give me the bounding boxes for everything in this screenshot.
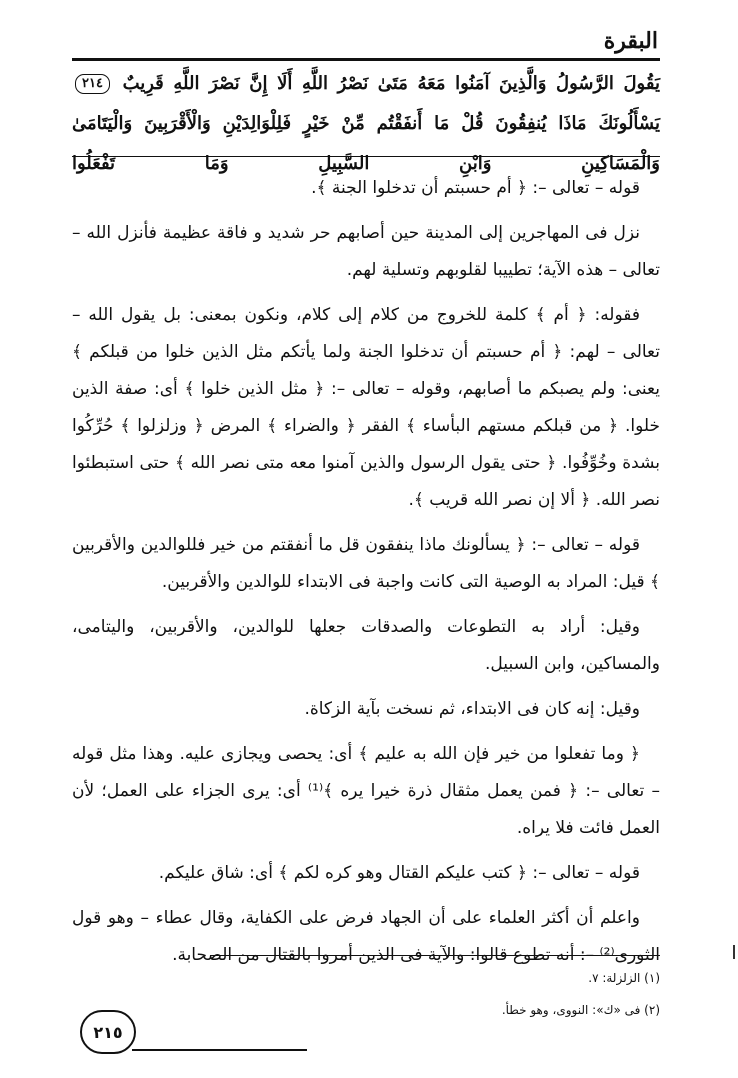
ayah-number-marker: ٢١٤ <box>75 74 110 94</box>
running-header-surah-title: البقرة <box>603 28 658 54</box>
quran-verse-part1: يَقُولَ الرَّسُولُ وَالَّذِينَ آمَنُوا مَعَهُ مَتَىٰ نَصْرُ اللَّهِ أَلَا إِنَّ نَصْرَ اللَّهِ قَرِيبٌ <box>122 73 660 94</box>
footnotes <box>140 962 660 1026</box>
quran-separator-rule <box>72 156 660 157</box>
paragraph: فقوله: ﴿ أم ﴾ كلمة للخروج من كلام إلى كلام، ونكون بمعنى: بل يقول الله – تعالى – لهم: ﴿ أم حسبتم أن تدخلوا الجنة ولما يأتكم مثل الذين خلوا من قبلكم ﴾ يعنى: ولم يصبكم ما أصابهم، وقوله – تعالى –: ﴿ مثل الذين خلوا ﴾ أى: صفة الذين خلوا. ﴿ من قبلكم مستهم البأساء ﴾ الفقر ﴿ والضراء ﴾ المرض ﴿ وزلزلوا ﴾ حُرِّكُوا بشدة وخُوِّفُوا. ﴿ حتى يقول الرسول والذين آمنوا معه متى نصر الله ﴾ حتى استبطئوا نصر الله. ﴿ ألا إن نصر الله قريب ﴾. <box>72 305 660 510</box>
paragraph: قوله – تعالى –: ﴿ أم حسبتم أن تدخلوا الجنة ﴾. <box>311 178 640 198</box>
quran-verse-block <box>72 64 660 184</box>
header-rule <box>72 58 660 61</box>
quran-verse-part2: يَسْأَلُونَكَ مَاذَا يُنفِقُونَ قُلْ مَا أَنفَقْتُم مِّنْ خَيْرٍ فَلِلْوَالِدَيْنِ وَالْأَقْرَبِينَ وَالْيَتَامَىٰ وَالْمَسَاكِينِ وَابْنِ السَّبِيلِ وَمَا تَفْعَلُوا <box>72 113 660 174</box>
paragraph: واعلم أن أكثر العلماء على أن الجهاد فرض على الكفاية، وقال عطاء – وهو قول الثورى⁽²⁾ –: أنه تطوع قالوا: والآية فى الذين أمروا بالقتال من الصحابة. <box>72 908 660 965</box>
paragraph: وقيل: أراد به التطوعات والصدقات جعلها للوالدين، والأقربين، واليتامى، والمساكين، وابن السبيل. <box>72 617 660 674</box>
commentary-body <box>72 170 660 982</box>
footnote: (١) الزلزلة: ٧. <box>588 971 660 985</box>
paragraph: قوله – تعالى –: ﴿ يسألونك ماذا ينفقون قل ما أنفقتم من خير فللوالدين والأقربين ﴾ قيل: المراد به الوصية التى كانت واجبة فى الابتداء للوالدين والأقربين. <box>72 535 660 592</box>
paragraph: نزل فى المهاجرين إلى المدينة حين أصابهم حر شديد و فاقة عظيمة فأنزل الله – تعالى – هذه الآية؛ تطييبا لقلوبهم وتسلية لهم. <box>72 223 660 280</box>
paragraph: قوله – تعالى –: ﴿ كتب عليكم القتال وهو كره لكم ﴾ أى: شاق عليكم. <box>158 863 640 883</box>
paragraph: ﴿ وما تفعلوا من خير فإن الله به عليم ﴾ أى: يحصى ويجازى عليه. وهذا مثل قوله – تعالى –: ﴿ فمن يعمل مثقال ذرة خيرا يره ﴾⁽¹⁾ أى: يرى الجزاء على العمل؛ لأن العمل فائت فلا يراه. <box>72 744 661 838</box>
page-number-rule <box>132 1049 307 1051</box>
paragraph: وقيل: إنه كان فى الابتداء، ثم نسخت بآية الزكاة. <box>304 699 640 719</box>
footnote-rule <box>210 955 660 956</box>
footnote: (٢) فى «ك»: النووى، وهو خطأ. <box>501 1003 660 1017</box>
page-number: ٢١٥ <box>80 1010 136 1054</box>
margin-mark <box>733 945 735 959</box>
